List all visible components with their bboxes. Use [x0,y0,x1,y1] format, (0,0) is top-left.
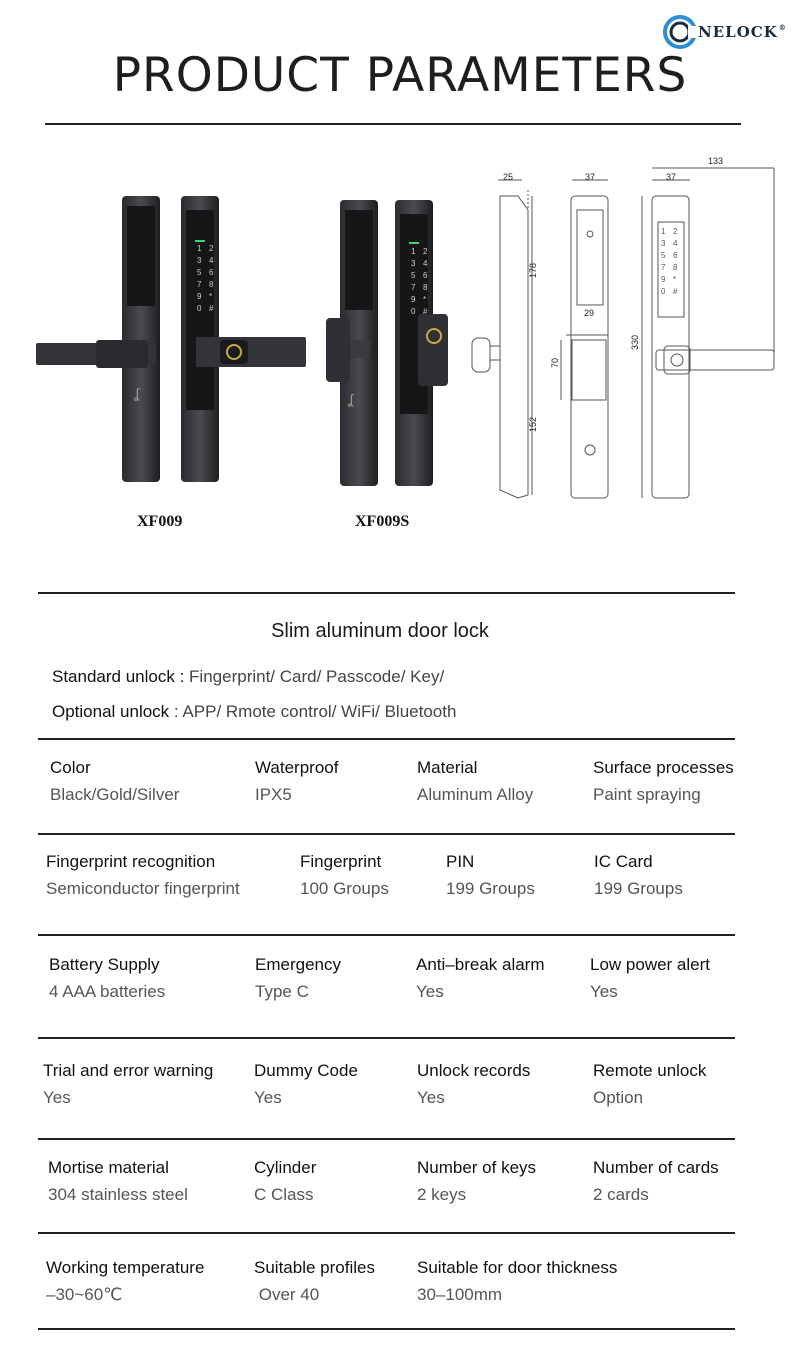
spec-value: Yes [417,1088,445,1107]
spec-value: 100 Groups [300,879,389,898]
table-row-divider [38,738,735,740]
spec-value: –30~60℃ [46,1285,123,1304]
spec-label: Surface processes [593,758,734,777]
xf009-back-panel [36,196,160,482]
model-label-xf009: XF009 [137,513,183,530]
table-row-divider [38,833,735,835]
table-row-divider [38,934,735,936]
keypad-key: 9 [197,292,202,301]
keypad-key: 7 [411,283,416,292]
keypad-key: 8 [423,283,428,292]
dimension-labels [503,156,723,432]
keypad-key: 5 [411,271,416,280]
svg-text:ʆ: ʆ [134,385,139,401]
optional-unlock-value: : APP/ Rmote control/ WiFi/ Bluetooth [173,702,457,721]
spec-value: Aluminum Alloy [417,785,534,804]
keypad-glyphs [197,227,678,316]
dim-37-a: 37 [585,172,596,182]
standard-unlock [52,667,444,687]
keypad-key: * [209,292,213,301]
spec-value: Option [593,1088,644,1107]
keypad-key: 7 [661,263,666,272]
spec-value: C Class [254,1185,314,1204]
xf009s-front-panel [395,200,448,486]
spec-value: Semiconductor fingerprint [46,879,240,898]
optional-unlock-label: Optional unlock [52,702,170,721]
page-title: PRODUCT PARAMETERS [112,48,688,103]
logo-text: NELOCK® [698,23,787,41]
product-illustration [0,150,800,510]
keypad-key: 7 [197,280,202,289]
dim-25: 25 [503,172,514,182]
keypad-key: 5 [197,268,202,277]
keypad-key: * [423,295,427,304]
dim-178: 178 [528,262,538,278]
spec-value: Paint spraying [593,785,701,804]
spec-label: Cylinder [254,1158,317,1177]
keypad-key: 2 [209,244,214,253]
keypad-key: * [673,275,677,284]
keypad-key: 6 [423,271,428,280]
dim-133: 133 [708,156,724,166]
keypad-key: 0 [197,304,202,313]
optional-unlock [52,702,456,722]
spec-label: Trial and error warning [43,1061,214,1080]
spec-label: Remote unlock [593,1061,707,1080]
keypad-key: 9 [661,275,666,284]
keypad-key: 2 [423,247,428,256]
keypad-key: 1 [411,247,416,256]
keypad-key: 5 [661,251,666,260]
keypad-key: 4 [673,239,678,248]
keypad-key: # [423,307,428,316]
spec-value: 4 AAA batteries [49,982,166,1001]
keypad-key: 0 [411,307,416,316]
spec-value: 2 cards [593,1185,649,1204]
spec-label: Unlock records [417,1061,531,1080]
spec-value: Yes [416,982,444,1001]
spec-value: 199 Groups [594,879,683,898]
keypad-key: 6 [209,268,214,277]
spec-value: 199 Groups [446,879,535,898]
table-row-divider [38,1037,735,1039]
dim-37-b: 37 [666,172,677,182]
spec-value: IPX5 [255,785,292,804]
table-bottom-divider [38,1328,735,1330]
spec-value: 304 stainless steel [48,1185,188,1204]
spec-label: Mortise material [48,1158,169,1177]
standard-unlock-value: Fingerprint/ Card/ Passcode/ Key/ [189,667,445,686]
dim-330: 330 [630,334,640,350]
front-handle-drawing [642,168,774,498]
xf009s-back-panel [326,200,378,486]
side-view-drawing [472,180,532,498]
spec-label: Suitable profiles [254,1258,375,1277]
keypad-key: 8 [673,263,678,272]
dim-152: 152 [528,416,538,432]
title-divider [45,123,741,125]
xf009-front-panel [181,196,306,482]
table-row-divider [38,1232,735,1234]
spec-value: 30–100mm [417,1285,503,1304]
keypad-key: 4 [209,256,214,265]
brand-logo [660,12,790,52]
spec-label: Fingerprint [300,852,382,871]
spec-label: Working temperature [46,1258,205,1277]
spec-label: IC Card [594,852,653,871]
front-outline-drawing [561,180,608,498]
spec-value: Over 40 [254,1285,320,1304]
spec-value: Black/Gold/Silver [50,785,180,804]
section-divider [38,592,735,594]
spec-label: Material [417,758,478,777]
table-row-divider [38,1138,735,1140]
spec-label: Battery Supply [49,955,160,974]
keypad-key: 4 [423,259,428,268]
keypad-key: 3 [197,256,202,265]
keypad-key: # [209,304,214,313]
model-label-xf009s: XF009S [355,513,410,530]
spec-label: Number of keys [417,1158,537,1177]
spec-label: Anti–break alarm [416,955,545,974]
spec-label: Number of cards [593,1158,719,1177]
keypad-key: 6 [673,251,678,260]
spec-label: Fingerprint recognition [46,852,216,871]
dim-70: 70 [550,357,560,368]
keypad-key: 1 [197,244,202,253]
keypad-key: # [673,287,678,296]
spec-value: Yes [43,1088,71,1107]
dim-29: 29 [584,308,595,318]
spec-label: Color [50,758,91,777]
product-name: Slim aluminum door lock [271,620,489,642]
spec-label: Low power alert [590,955,711,974]
spec-label: Emergency [255,955,341,974]
spec-value: 2 keys [417,1185,467,1204]
spec-value: Yes [254,1088,282,1107]
spec-label: Suitable for door thickness [417,1258,618,1277]
keypad-key: 1 [661,227,666,236]
keypad-key: 3 [661,239,666,248]
standard-unlock-label: Standard unlock : [52,667,185,686]
keypad-key: 3 [411,259,416,268]
spec-label: PIN [446,852,475,871]
spec-value: Type C [255,982,309,1001]
keypad-key: 2 [673,227,678,236]
keypad-key: 8 [209,280,214,289]
spec-label: Dummy Code [254,1061,358,1080]
keypad-key: 9 [411,295,416,304]
spec-value: Yes [590,982,618,1001]
spec-label: Waterproof [255,758,339,777]
keypad-key: 0 [661,287,666,296]
svg-text:ʆ: ʆ [348,391,353,407]
